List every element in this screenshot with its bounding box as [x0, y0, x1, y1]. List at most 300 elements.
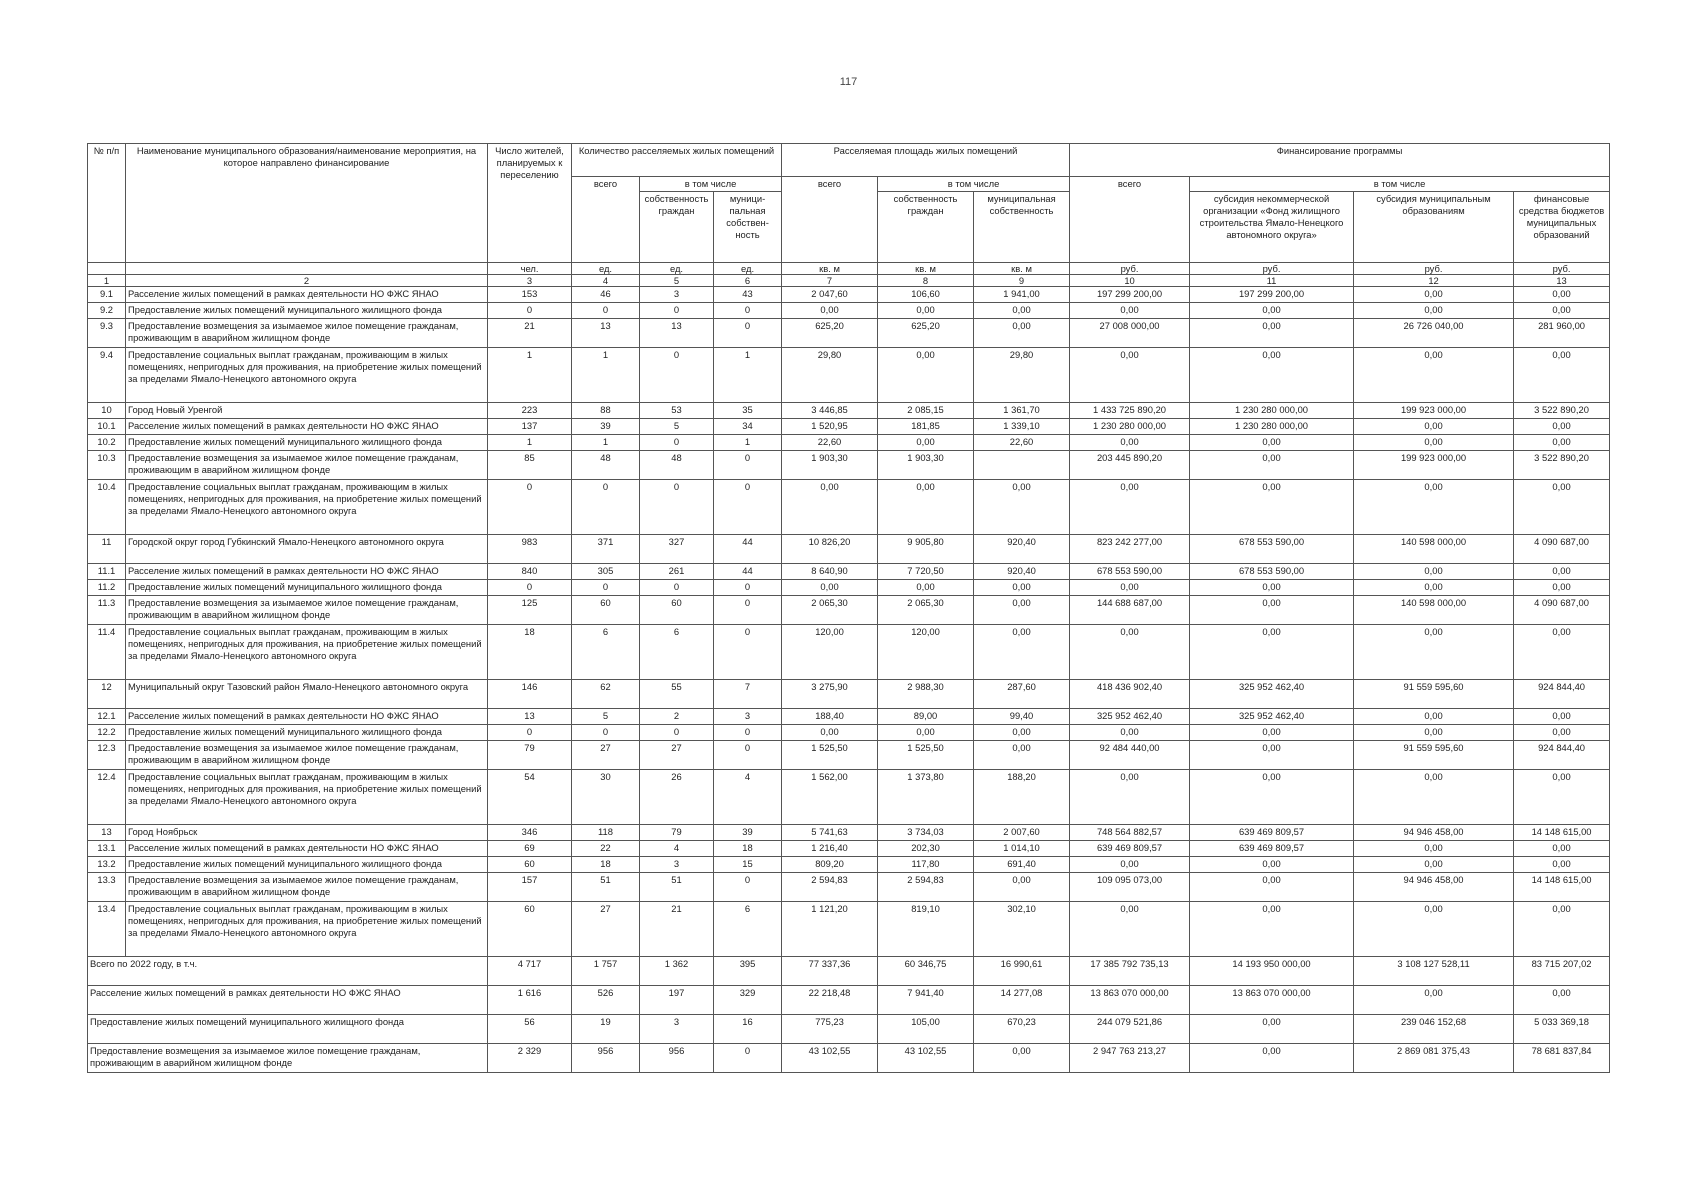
- table-row: [88, 825, 1610, 841]
- row-value: 14 148 615,00: [1514, 873, 1610, 902]
- table-row: [88, 625, 1610, 680]
- row-value: 1 562,00: [782, 770, 878, 825]
- total-value: 5 033 369,18: [1514, 1015, 1610, 1044]
- row-value: 2 065,30: [878, 596, 974, 625]
- row-value: 14 148 615,00: [1514, 825, 1610, 841]
- row-value: 1 525,50: [782, 741, 878, 770]
- row-value: 18: [488, 625, 572, 680]
- row-value: 1 520,95: [782, 419, 878, 435]
- row-value: 1: [488, 348, 572, 403]
- row-name: Предоставление социальных выплат гражданам, проживающим в жилых помещениях, непригодных для проживания, на приобретение жилых помещений за пределами Ямало-Ненецкого автономного округа: [126, 348, 488, 403]
- row-value: 0,00: [782, 303, 878, 319]
- row-value: 22: [572, 841, 640, 857]
- total-value: 0,00: [1190, 1044, 1354, 1073]
- row-value: 7 720,50: [878, 564, 974, 580]
- row-number: 11: [88, 535, 126, 564]
- table-row: [88, 348, 1610, 403]
- row-value: 281 960,00: [1514, 319, 1610, 348]
- table-totals: [88, 957, 1610, 1073]
- row-value: 0,00: [1514, 303, 1610, 319]
- row-value: 188,20: [974, 770, 1070, 825]
- row-value: 48: [572, 451, 640, 480]
- row-value: 13: [488, 709, 572, 725]
- row-value: 1 373,80: [878, 770, 974, 825]
- row-name: Предоставление жилых помещений муниципального жилищного фонда: [126, 435, 488, 451]
- column-number: 6: [714, 275, 782, 287]
- header-fin-subsidy: субсидия муниципальным образованиям: [1354, 192, 1514, 263]
- row-value: 153: [488, 287, 572, 303]
- row-value: 823 242 277,00: [1070, 535, 1190, 564]
- row-value: 10 826,20: [782, 535, 878, 564]
- row-value: 1 903,30: [782, 451, 878, 480]
- row-value: 0,00: [974, 319, 1070, 348]
- total-value: 60 346,75: [878, 957, 974, 986]
- row-value: 53: [640, 403, 714, 419]
- row-value: 9 905,80: [878, 535, 974, 564]
- row-number: 12.2: [88, 725, 126, 741]
- row-value: 34: [714, 419, 782, 435]
- row-value: 0,00: [1354, 580, 1514, 596]
- total-value: 395: [714, 957, 782, 986]
- total-value: 3: [640, 1015, 714, 1044]
- row-value: 305: [572, 564, 640, 580]
- total-value: 105,00: [878, 1015, 974, 1044]
- row-value: 0,00: [1190, 480, 1354, 535]
- header-no: № п/п: [88, 144, 126, 263]
- column-number: 7: [782, 275, 878, 287]
- row-value: 0,00: [1354, 287, 1514, 303]
- row-value: 0,00: [1190, 625, 1354, 680]
- row-value: 1 361,70: [974, 403, 1070, 419]
- total-value: 329: [714, 986, 782, 1015]
- row-value: 125: [488, 596, 572, 625]
- header-finance-total: всего: [1070, 177, 1190, 263]
- row-value: 0,00: [974, 741, 1070, 770]
- row-value: 625,20: [782, 319, 878, 348]
- row-value: 117,80: [878, 857, 974, 873]
- total-value: 1 757: [572, 957, 640, 986]
- row-value: 3 275,90: [782, 680, 878, 709]
- row-value: 0,00: [1190, 741, 1354, 770]
- row-name: Город Новый Уренгой: [126, 403, 488, 419]
- row-value: 3 734,03: [878, 825, 974, 841]
- row-value: 0: [640, 480, 714, 535]
- table-row: [88, 596, 1610, 625]
- total-row: [88, 957, 1610, 986]
- total-value: 0,00: [1354, 986, 1514, 1015]
- unit-cell: чел.: [488, 263, 572, 275]
- row-name: Предоставление жилых помещений муниципального жилищного фонда: [126, 725, 488, 741]
- row-value: 0,00: [1190, 451, 1354, 480]
- column-number: 9: [974, 275, 1070, 287]
- table-row: [88, 709, 1610, 725]
- row-value: 35: [714, 403, 782, 419]
- total-value: 956: [640, 1044, 714, 1073]
- row-value: 4 090 687,00: [1514, 596, 1610, 625]
- row-value: 0: [640, 303, 714, 319]
- row-value: 5: [572, 709, 640, 725]
- row-value: 0: [714, 303, 782, 319]
- table-row: [88, 480, 1610, 535]
- row-value: 1 216,40: [782, 841, 878, 857]
- header-fin-fund: субсидия некоммерческой организации «Фонд жилищного строительства Ямало-Ненецкого автономного округа»: [1190, 192, 1354, 263]
- row-value: 1: [714, 348, 782, 403]
- row-value: 0,00: [1514, 902, 1610, 957]
- row-value: 6: [714, 902, 782, 957]
- row-value: 2 594,83: [782, 873, 878, 902]
- total-name: Всего по 2022 году, в т.ч.: [88, 957, 488, 986]
- row-value: 26 726 040,00: [1354, 319, 1514, 348]
- row-value: 287,60: [974, 680, 1070, 709]
- row-value: 79: [488, 741, 572, 770]
- row-value: 0: [640, 435, 714, 451]
- row-value: 325 952 462,40: [1190, 680, 1354, 709]
- row-name: Предоставление жилых помещений муниципального жилищного фонда: [126, 580, 488, 596]
- row-name: Городской округ город Губкинский Ямало-Ненецкого автономного округа: [126, 535, 488, 564]
- row-value: 920,40: [974, 535, 1070, 564]
- row-value: 0,00: [1070, 770, 1190, 825]
- total-value: 197: [640, 986, 714, 1015]
- row-name: Расселение жилых помещений в рамках деятельности НО ФЖС ЯНАО: [126, 564, 488, 580]
- row-value: 0,00: [1514, 419, 1610, 435]
- row-value: 2 988,30: [878, 680, 974, 709]
- unit-cell: ед.: [572, 263, 640, 275]
- row-value: 109 095 073,00: [1070, 873, 1190, 902]
- row-value: 0,00: [1070, 902, 1190, 957]
- row-value: 0,00: [1354, 564, 1514, 580]
- row-value: 21: [488, 319, 572, 348]
- total-value: 3 108 127 528,11: [1354, 957, 1514, 986]
- row-value: 4: [714, 770, 782, 825]
- row-value: 91 559 595,60: [1354, 680, 1514, 709]
- row-value: 0,00: [1070, 857, 1190, 873]
- header-rooms-owned: собственность граждан: [640, 192, 714, 263]
- row-name: Предоставление социальных выплат гражданам, проживающим в жилых помещениях, непригодных для проживания, на приобретение жилых помещений за пределами Ямало-Ненецкого автономного округа: [126, 480, 488, 535]
- row-name: Расселение жилых помещений в рамках деятельности НО ФЖС ЯНАО: [126, 287, 488, 303]
- row-number: 12.4: [88, 770, 126, 825]
- row-value: 0: [714, 741, 782, 770]
- row-number: 11.4: [88, 625, 126, 680]
- row-value: 22,60: [974, 435, 1070, 451]
- row-value: 0,00: [878, 580, 974, 596]
- row-value: 0,00: [1514, 480, 1610, 535]
- row-name: Предоставление жилых помещений муниципального жилищного фонда: [126, 303, 488, 319]
- row-value: 639 469 809,57: [1190, 841, 1354, 857]
- row-name: Расселение жилых помещений в рамках деятельности НО ФЖС ЯНАО: [126, 841, 488, 857]
- row-value: 0: [488, 725, 572, 741]
- row-name: Муниципальный округ Тазовский район Ямало-Ненецкого автономного округа: [126, 680, 488, 709]
- total-value: 0: [714, 1044, 782, 1073]
- row-value: 0,00: [1514, 580, 1610, 596]
- row-value: 0,00: [878, 480, 974, 535]
- header-finance-group: Финансирование программы: [1070, 144, 1610, 177]
- row-value: 1 903,30: [878, 451, 974, 480]
- row-name: Предоставление возмещения за изымаемое жилое помещение гражданам, проживающим в аварийном жилищном фонде: [126, 451, 488, 480]
- total-value: 670,23: [974, 1015, 1070, 1044]
- row-value: 1 121,20: [782, 902, 878, 957]
- total-value: 22 218,48: [782, 986, 878, 1015]
- row-value: 0,00: [1354, 770, 1514, 825]
- header-area-total: всего: [782, 177, 878, 263]
- row-value: 197 299 200,00: [1190, 287, 1354, 303]
- row-value: 0,00: [878, 348, 974, 403]
- table-row: [88, 287, 1610, 303]
- row-value: 203 445 890,20: [1070, 451, 1190, 480]
- table-row: [88, 741, 1610, 770]
- row-value: 0,00: [1354, 419, 1514, 435]
- header-rooms-including: в том числе: [640, 177, 782, 192]
- row-value: 27 008 000,00: [1070, 319, 1190, 348]
- column-number: 8: [878, 275, 974, 287]
- unit-cell: кв. м: [878, 263, 974, 275]
- total-value: 83 715 207,02: [1514, 957, 1610, 986]
- total-value: 2 869 081 375,43: [1354, 1044, 1514, 1073]
- row-number: 9.1: [88, 287, 126, 303]
- unit-cell: ед.: [714, 263, 782, 275]
- row-value: 691,40: [974, 857, 1070, 873]
- row-value: 3 446,85: [782, 403, 878, 419]
- total-value: 0,00: [1190, 1015, 1354, 1044]
- row-value: 146: [488, 680, 572, 709]
- row-value: 118: [572, 825, 640, 841]
- row-value: 0,00: [1354, 348, 1514, 403]
- row-value: 89,00: [878, 709, 974, 725]
- row-value: 0,00: [1514, 709, 1610, 725]
- table-row: [88, 535, 1610, 564]
- row-value: 0,00: [1354, 902, 1514, 957]
- row-value: 223: [488, 403, 572, 419]
- row-value: 27: [572, 741, 640, 770]
- table-row: [88, 857, 1610, 873]
- row-value: 0,00: [974, 873, 1070, 902]
- row-value: 44: [714, 564, 782, 580]
- row-number: 10.4: [88, 480, 126, 535]
- row-value: 5: [640, 419, 714, 435]
- row-value: 1 014,10: [974, 841, 1070, 857]
- total-value: 0,00: [1514, 986, 1610, 1015]
- unit-cell: руб.: [1070, 263, 1190, 275]
- table-row: [88, 873, 1610, 902]
- row-value: 0: [488, 303, 572, 319]
- row-value: 44: [714, 535, 782, 564]
- total-value: 239 046 152,68: [1354, 1015, 1514, 1044]
- row-number: 12: [88, 680, 126, 709]
- row-value: 140 598 000,00: [1354, 535, 1514, 564]
- row-value: 30: [572, 770, 640, 825]
- row-number: 10.3: [88, 451, 126, 480]
- row-value: 54: [488, 770, 572, 825]
- row-value: 13: [640, 319, 714, 348]
- unit-cell: руб.: [1514, 263, 1610, 275]
- row-value: 0: [572, 303, 640, 319]
- row-value: 2 085,15: [878, 403, 974, 419]
- total-value: 43 102,55: [878, 1044, 974, 1073]
- row-name: Расселение жилых помещений в рамках деятельности НО ФЖС ЯНАО: [126, 419, 488, 435]
- row-value: 920,40: [974, 564, 1070, 580]
- row-value: 199 923 000,00: [1354, 403, 1514, 419]
- row-value: 1 525,50: [878, 741, 974, 770]
- row-value: 418 436 902,40: [1070, 680, 1190, 709]
- row-value: 48: [640, 451, 714, 480]
- row-value: 0,00: [878, 435, 974, 451]
- total-value: 244 079 521,86: [1070, 1015, 1190, 1044]
- total-value: 16: [714, 1015, 782, 1044]
- row-value: 91 559 595,60: [1354, 741, 1514, 770]
- row-value: 6: [640, 625, 714, 680]
- unit-cell: руб.: [1190, 263, 1354, 275]
- total-value: 13 863 070 000,00: [1070, 986, 1190, 1015]
- row-value: 0: [714, 725, 782, 741]
- row-value: 43: [714, 287, 782, 303]
- row-value: 0: [640, 725, 714, 741]
- row-value: 809,20: [782, 857, 878, 873]
- column-number: 11: [1190, 275, 1354, 287]
- row-name: Предоставление социальных выплат гражданам, проживающим в жилых помещениях, непригодных для проживания, на приобретение жилых помещений за пределами Ямало-Ненецкого автономного округа: [126, 770, 488, 825]
- row-value: 0,00: [974, 596, 1070, 625]
- header-rooms-total: всего: [572, 177, 640, 263]
- column-numbers-row: [88, 275, 1610, 287]
- total-value: 775,23: [782, 1015, 878, 1044]
- row-value: 0: [488, 480, 572, 535]
- row-value: 0: [572, 480, 640, 535]
- row-number: 13: [88, 825, 126, 841]
- row-value: 0,00: [1070, 435, 1190, 451]
- row-value: 51: [572, 873, 640, 902]
- row-value: 0,00: [1514, 625, 1610, 680]
- total-name: Предоставление возмещения за изымаемое жилое помещение гражданам, проживающим в аварийном жилищном фонде: [88, 1044, 488, 1073]
- header-rooms-municipal: муници-пальная собствен-ность: [714, 192, 782, 263]
- row-number: 9.3: [88, 319, 126, 348]
- row-value: 46: [572, 287, 640, 303]
- row-value: 0,00: [1354, 435, 1514, 451]
- row-value: 0,00: [1514, 725, 1610, 741]
- column-number: 1: [88, 275, 126, 287]
- row-value: 0,00: [1070, 303, 1190, 319]
- total-value: 2 329: [488, 1044, 572, 1073]
- total-value: 7 941,40: [878, 986, 974, 1015]
- table-row: [88, 770, 1610, 825]
- row-value: 3 522 890,20: [1514, 451, 1610, 480]
- table-row: [88, 580, 1610, 596]
- row-name: Предоставление социальных выплат гражданам, проживающим в жилых помещениях, непригодных для проживания, на приобретение жилых помещений за пределами Ямало-Ненецкого автономного округа: [126, 625, 488, 680]
- row-value: 0,00: [1190, 303, 1354, 319]
- total-value: 78 681 837,84: [1514, 1044, 1610, 1073]
- row-value: 197 299 200,00: [1070, 287, 1190, 303]
- row-value: 3: [714, 709, 782, 725]
- row-value: 0,00: [1354, 625, 1514, 680]
- row-value: 188,40: [782, 709, 878, 725]
- total-value: 1 616: [488, 986, 572, 1015]
- row-value: 0: [572, 580, 640, 596]
- row-value: 0,00: [1514, 841, 1610, 857]
- row-value: 0,00: [1514, 435, 1610, 451]
- row-value: 0,00: [782, 725, 878, 741]
- row-name: Город Ноябрьск: [126, 825, 488, 841]
- column-number: 5: [640, 275, 714, 287]
- row-value: 120,00: [878, 625, 974, 680]
- total-row: [88, 1015, 1610, 1044]
- row-number: 11.1: [88, 564, 126, 580]
- row-value: 0,00: [1070, 348, 1190, 403]
- row-value: 157: [488, 873, 572, 902]
- row-number: 12.3: [88, 741, 126, 770]
- row-value: 15: [714, 857, 782, 873]
- row-value: 0,00: [1514, 287, 1610, 303]
- header-area-including: в том числе: [878, 177, 1070, 192]
- row-value: 0,00: [1354, 709, 1514, 725]
- row-value: 85: [488, 451, 572, 480]
- row-number: 10: [88, 403, 126, 419]
- row-value: 2 007,60: [974, 825, 1070, 841]
- row-value: 0: [714, 596, 782, 625]
- row-value: 0,00: [974, 725, 1070, 741]
- table-row: [88, 451, 1610, 480]
- row-value: 302,10: [974, 902, 1070, 957]
- total-value: 526: [572, 986, 640, 1015]
- total-value: 0,00: [974, 1044, 1070, 1073]
- row-value: 1: [714, 435, 782, 451]
- row-value: 2: [640, 709, 714, 725]
- row-value: 0,00: [1070, 725, 1190, 741]
- row-value: 1 941,00: [974, 287, 1070, 303]
- table-row: [88, 725, 1610, 741]
- row-value: 625,20: [878, 319, 974, 348]
- row-value: 51: [640, 873, 714, 902]
- row-value: 0,00: [1190, 596, 1354, 625]
- row-value: 0: [714, 625, 782, 680]
- header-rooms-group: Количество расселяемых жилых помещений: [572, 144, 782, 177]
- row-name: Предоставление возмещения за изымаемое жилое помещение гражданам, проживающим в аварийном жилищном фонде: [126, 741, 488, 770]
- row-value: 0,00: [1190, 725, 1354, 741]
- row-number: 9.4: [88, 348, 126, 403]
- total-value: 56: [488, 1015, 572, 1044]
- table-row: [88, 902, 1610, 957]
- row-value: 0,00: [878, 725, 974, 741]
- row-value: 1 230 280 000,00: [1190, 403, 1354, 419]
- row-value: 6: [572, 625, 640, 680]
- table-row: [88, 564, 1610, 580]
- total-value: 19: [572, 1015, 640, 1044]
- row-value: 0: [488, 580, 572, 596]
- row-value: [974, 451, 1070, 480]
- row-value: 0,00: [1354, 480, 1514, 535]
- row-value: 2 065,30: [782, 596, 878, 625]
- row-value: 199 923 000,00: [1354, 451, 1514, 480]
- row-value: 60: [488, 857, 572, 873]
- row-value: 0,00: [782, 480, 878, 535]
- row-value: 0,00: [1514, 770, 1610, 825]
- row-number: 13.4: [88, 902, 126, 957]
- row-value: 94 946 458,00: [1354, 825, 1514, 841]
- row-value: 0,00: [1354, 857, 1514, 873]
- row-value: 678 553 590,00: [1190, 564, 1354, 580]
- column-number: 3: [488, 275, 572, 287]
- units-row: [88, 263, 1610, 275]
- row-value: 0,00: [1514, 348, 1610, 403]
- row-value: 4: [640, 841, 714, 857]
- row-value: 346: [488, 825, 572, 841]
- row-value: 1: [572, 348, 640, 403]
- total-name: Расселение жилых помещений в рамках деятельности НО ФЖС ЯНАО: [88, 986, 488, 1015]
- row-value: 79: [640, 825, 714, 841]
- row-name: Расселение жилых помещений в рамках деятельности НО ФЖС ЯНАО: [126, 709, 488, 725]
- row-value: 0,00: [1190, 580, 1354, 596]
- row-value: 202,30: [878, 841, 974, 857]
- header-area-owned: собственность граждан: [878, 192, 974, 263]
- total-row: [88, 1044, 1610, 1073]
- row-value: 0: [714, 319, 782, 348]
- column-number: 4: [572, 275, 640, 287]
